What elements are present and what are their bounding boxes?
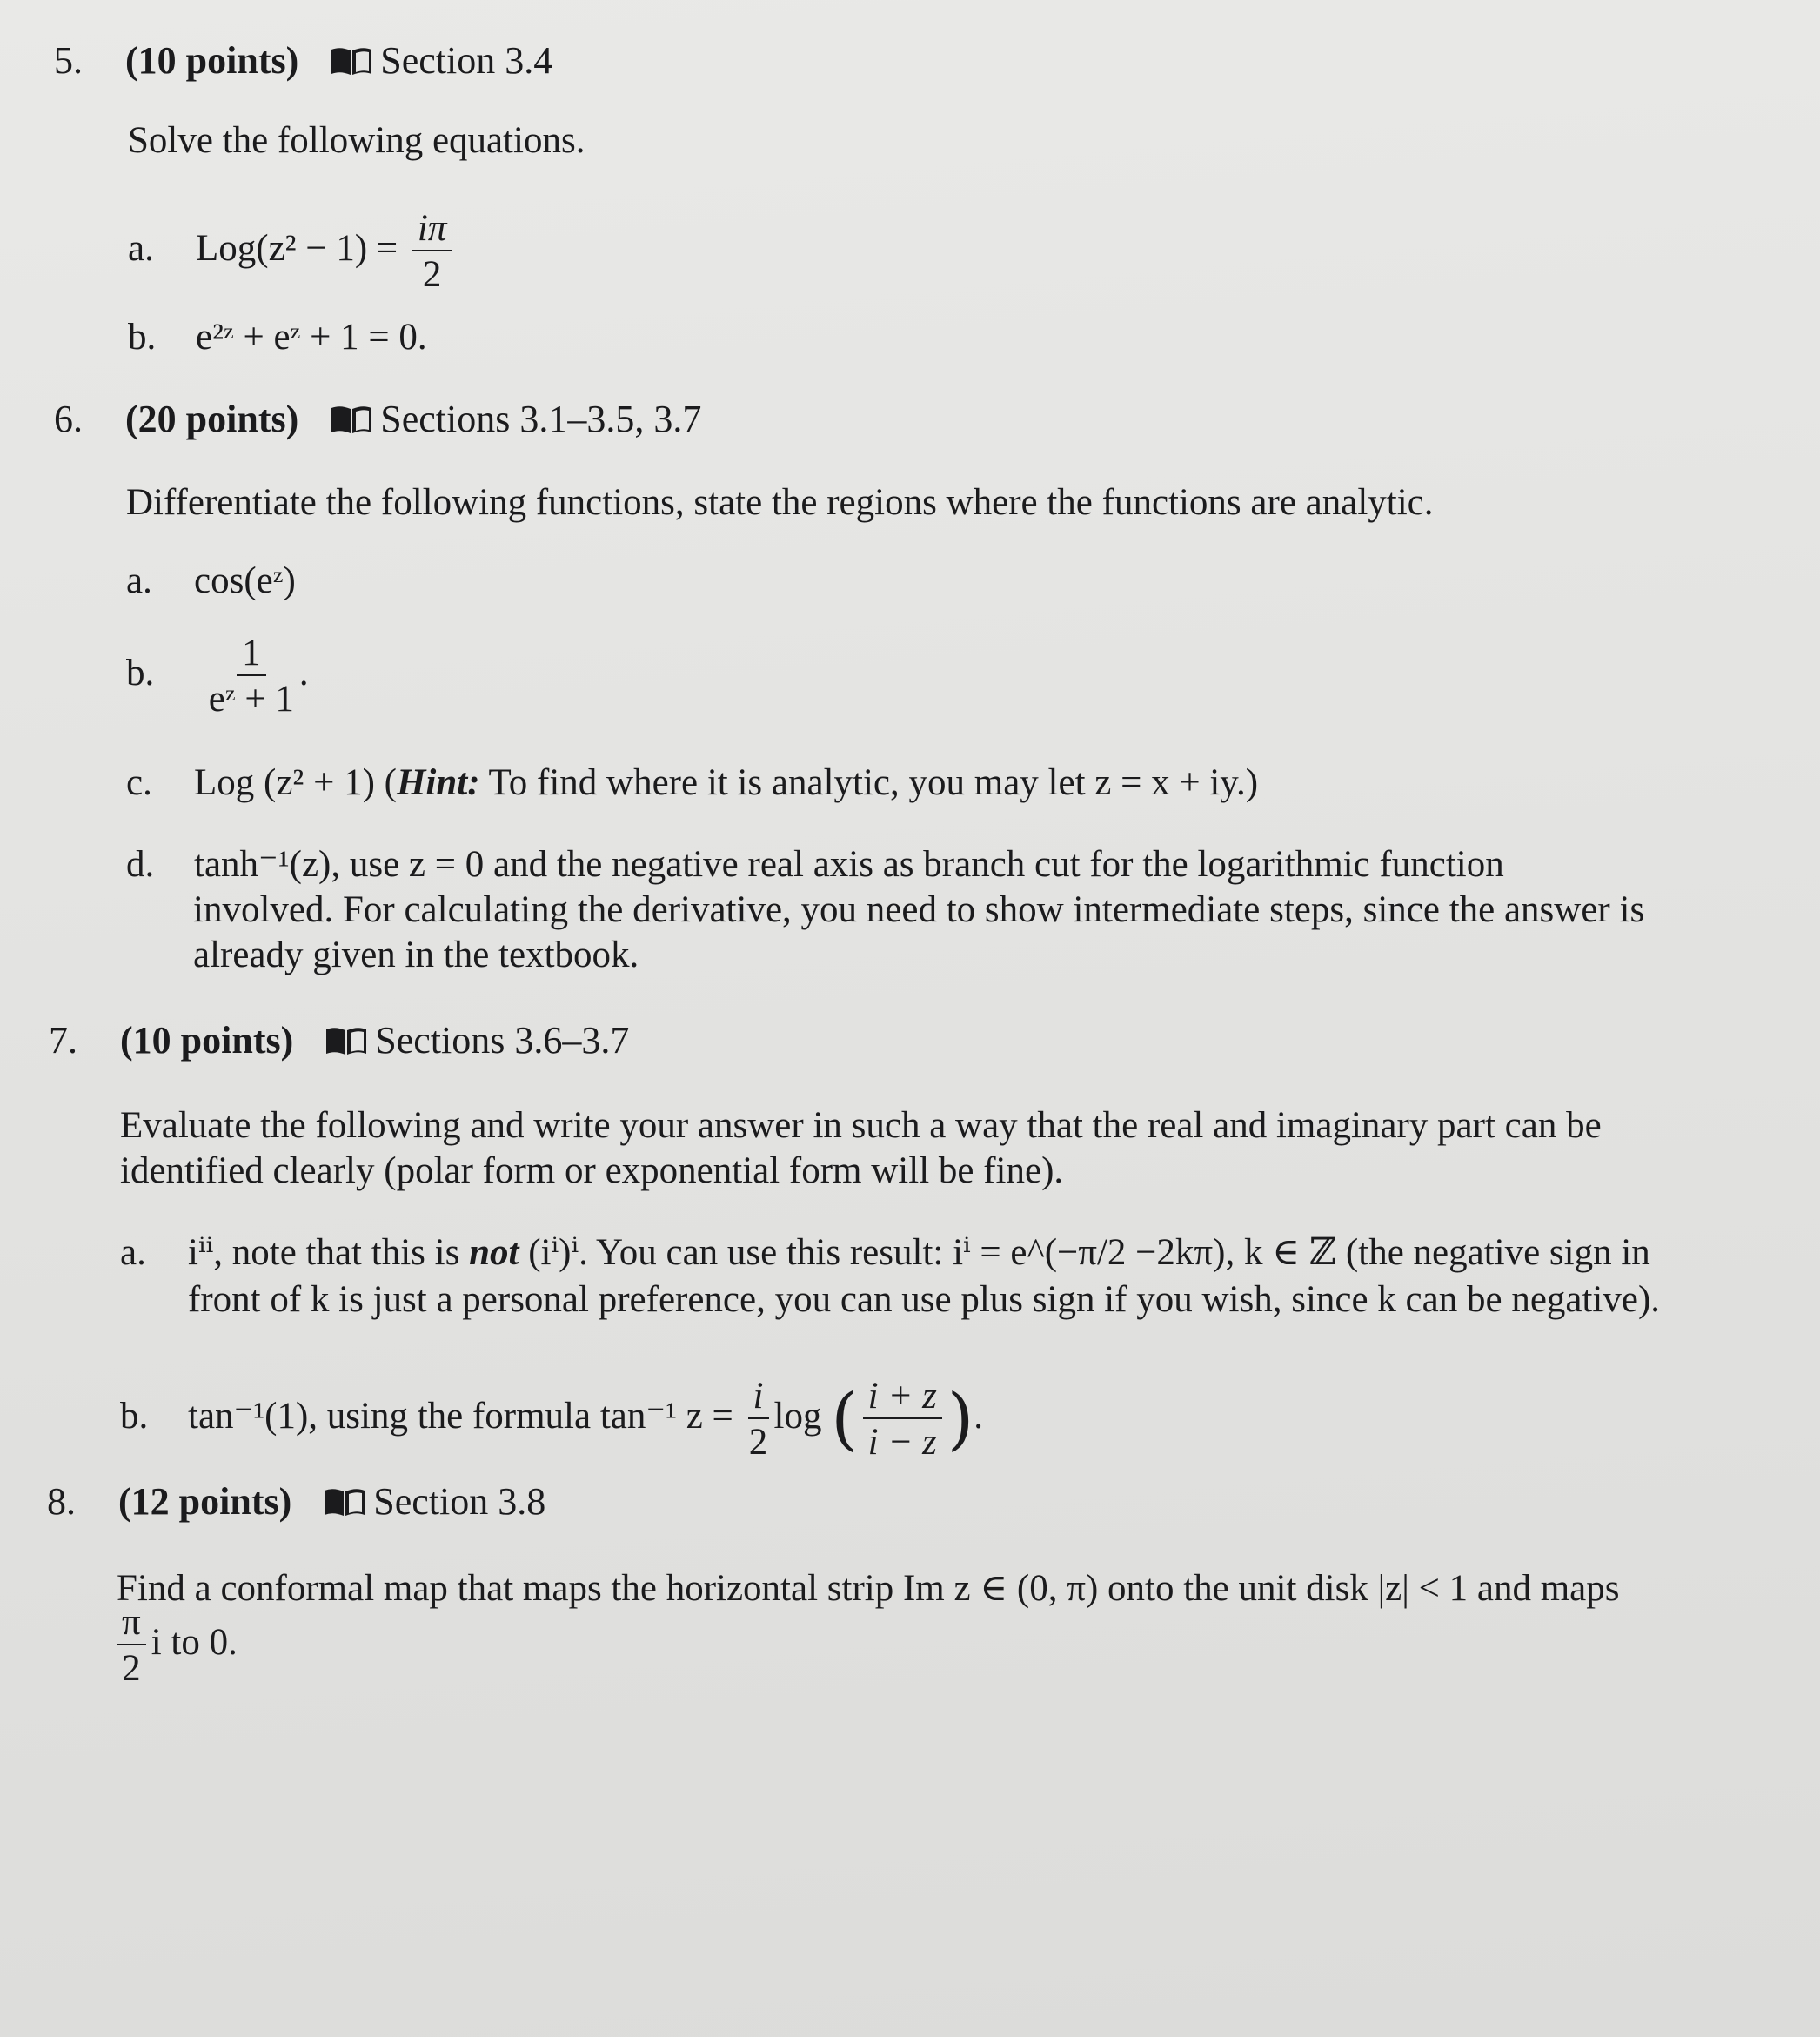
item-d-continuation-2: already given in the textbook. [193,935,639,975]
problem-8-header [47,1479,545,1524]
item-a-continuation: front of k is just a personal preference, you can use plus sign if you wish, since k can be negative). [188,1279,1661,1320]
book-icon [323,1487,366,1517]
problem-7-prompt-line2: identified clearly (polar form or exponential form will be fine). [120,1150,1064,1191]
left-paren: ( [831,1380,858,1459]
fraction-denominator: eᶻ + 1 [208,679,294,720]
trailing-period: . [298,653,309,694]
fraction-numerator: i + z [863,1377,942,1419]
problem-5-item-b [128,315,427,360]
hint-label: Hint: [396,762,480,803]
emphasis-not: not [469,1232,519,1273]
item-label: a. [120,1232,146,1273]
log-function: log [773,1396,822,1437]
equation: e²ᶻ + eᶻ + 1 = 0. [196,317,427,358]
item-text-pre: iⁱⁱ, note that this is [188,1232,470,1273]
fraction-denominator: 2 [422,254,442,296]
item-label: b. [128,317,157,358]
fraction-numerator: 1 [237,633,266,676]
book-icon [330,46,373,76]
problem-points: (12 points) [118,1480,292,1523]
problem-number: 7. [49,1019,77,1062]
problem-6-item-c [126,761,1258,806]
problem-number: 6. [54,398,83,440]
fraction-numerator: iπ [412,209,452,251]
fraction-log-argument [863,1377,942,1462]
item-label: d. [126,844,155,885]
problem-6-item-b [126,633,309,719]
item-text: tanh⁻¹(z), use z = 0 and the negative real axis as branch cut for the logarithmic function [194,844,1504,885]
problem-5-prompt: Solve the following equations. [128,120,585,161]
function-expression: Log (z² + 1) ( [194,762,397,803]
fraction-pi-over-2 [117,1603,146,1688]
problem-number: 8. [47,1480,76,1523]
problem-number: 5. [54,39,83,82]
fraction-denominator: 2 [748,1422,768,1464]
item-label: a. [128,228,154,270]
problem-7-item-a [120,1230,1650,1276]
problem-points: (10 points) [120,1019,294,1062]
item-label: b. [126,653,155,694]
fraction-numerator: π [117,1603,146,1645]
section-reference: Section 3.8 [373,1480,546,1523]
fraction-numerator: i [748,1377,769,1419]
problem-6-item-a [126,559,296,604]
problem-7-header [49,1018,629,1062]
problem-points: (20 points) [125,398,299,440]
function-expression: cos(eᶻ) [194,560,296,601]
problem-7-item-b [120,1377,983,1462]
item-label: b. [120,1396,149,1437]
item-text-pre: tan⁻¹(1), using the formula tan⁻¹ z = [188,1396,733,1437]
right-paren: ) [947,1380,974,1459]
item-d-continuation-1: involved. For calculating the derivative, you need to show intermediate steps, since the answer is [193,889,1645,930]
fraction [412,209,452,294]
problem-6-item-d [126,842,1504,888]
trailing-period: . [974,1396,984,1437]
fraction-i-over-2 [748,1377,769,1462]
book-icon [330,405,373,434]
item-label: a. [126,560,152,601]
problem-6-prompt: Differentiate the following functions, state the regions where the functions are analytic. [126,482,1434,523]
item-label: c. [126,762,152,803]
problem-5-header [54,38,552,83]
problem-6-header [54,397,701,441]
item-text: (iⁱ)ⁱ. You can use this result: iⁱ = e^(−π/2 −2kπ), k ∈ ℤ (the negative sign in [519,1232,1650,1273]
problem-7-prompt: Evaluate the following and write your answer in such a way that the real and imaginary part can be [120,1105,1602,1146]
section-reference: Section 3.4 [380,39,553,82]
section-reference: Sections 3.6–3.7 [375,1019,630,1062]
prompt-tail: i to 0. [151,1622,238,1664]
hint-text: To find where it is analytic, you may let z = x + iy.) [479,762,1259,803]
fraction [209,633,294,719]
equation-lhs: Log(z² − 1) = [196,228,398,270]
problem-points: (10 points) [125,39,299,82]
fraction-denominator: 2 [122,1648,141,1690]
fraction-denominator: i − z [867,1422,937,1464]
section-reference: Sections 3.1–3.5, 3.7 [380,398,702,440]
problem-5-item-a [128,209,457,294]
problem-8-prompt: Find a conformal map that maps the horizontal strip Im z ∈ (0, π) onto the unit disk |z| < 1 and maps [117,1568,1620,1609]
book-icon [325,1026,368,1055]
problem-8-prompt-line2 [111,1603,238,1688]
